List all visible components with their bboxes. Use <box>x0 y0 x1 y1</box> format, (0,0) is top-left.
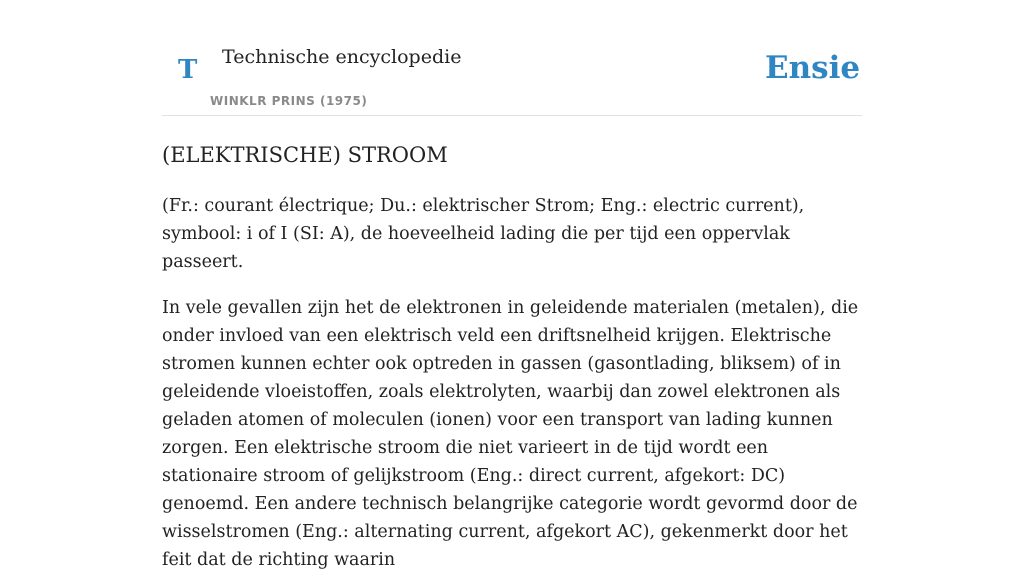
header-divider <box>162 115 862 116</box>
article-paragraph: (Fr.: courant électrique; Du.: elektrischer Strom; Eng.: electric current), symbool: i of I (SI: A), de hoeveelheid lading die per tijd een oppervlak passeert. <box>162 196 805 272</box>
article-body <box>162 140 862 574</box>
article-title: (ELEKTRISCHE) STROOM <box>162 143 448 167</box>
ensie-logo[interactable]: Ensie <box>765 50 861 86</box>
book-title-link[interactable]: Technische encyclopedie <box>222 46 462 68</box>
article-paragraph: In vele gevallen zijn het de elektronen in geleidende materialen (metalen), die onder invloed van een elektrisch veld een driftsnelheid krijgen. Elektrische stromen kunnen echter ook optreden in gassen (gasontlading, bliksem) of in geleidende vloeistoffen, zoals elektrolyten, waarbij dan zowel elektronen als geladen atomen of moleculen (ionen) voor een transport van lading kunnen zorgen. Een elektrische stroom die niet varieert in de tijd wordt een stationaire stroom of gelijkstroom (Eng.: direct current, afgekort: DC) genoemd. Een andere technisch belangrijke categorie wordt gevormd door de wisselstromen (Eng.: alternating current, afgekort AC), gekenmerkt door het feit dat de richting waarin <box>162 298 859 570</box>
book-logo-icon[interactable]: T <box>178 55 198 85</box>
book-source: WINKLR PRINS (1975) <box>210 94 368 108</box>
